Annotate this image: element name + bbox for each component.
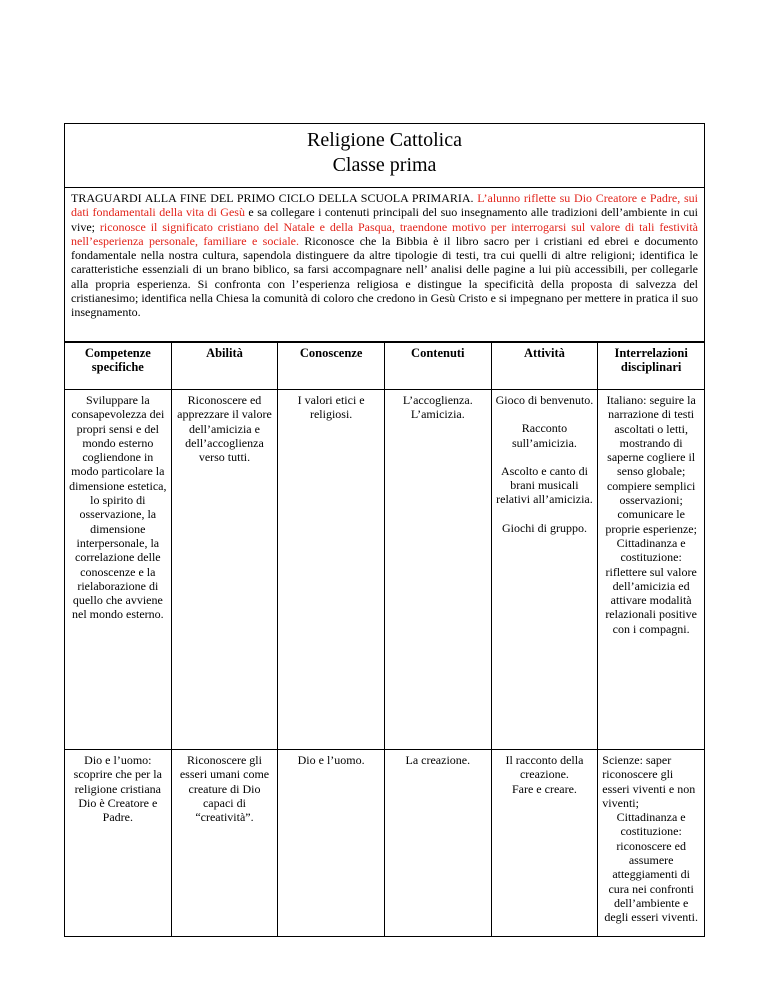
document-page xyxy=(64,123,705,937)
cell-interrelazioni-row1 xyxy=(598,390,705,750)
cell-attivita-row2 xyxy=(491,750,598,937)
table-header-row xyxy=(65,343,705,390)
column-header-conoscenze: Conoscenze xyxy=(278,343,385,390)
cell-paragraph: Riconoscere ed apprezzare il valore dell’amicizia e dell’accoglienza verso tutti. xyxy=(177,393,272,465)
cell-paragraph: L’amicizia. xyxy=(410,407,465,422)
cell-paragraph: Dio e l’uomo: scoprire che per la religione cristiana Dio è Creatore e Padre. xyxy=(73,753,162,825)
cell-paragraph: Il racconto della creazione. xyxy=(505,753,584,782)
cell-paragraph: I valori etici e religiosi. xyxy=(297,393,365,422)
cell-paragraph: Gioco di benvenuto. xyxy=(495,393,594,407)
cell-attivita-row1 xyxy=(491,390,598,750)
cell-abilita-row1 xyxy=(171,390,278,750)
table-row xyxy=(65,750,705,937)
cell-contenuti-row2 xyxy=(384,750,491,937)
cell-contenuti-row1 xyxy=(384,390,491,750)
cell-paragraph: Cittadinanza e costituzione: riconoscere ed assumere atteggiamenti di cura nei confronti dell’ambiente e degli esseri viventi. xyxy=(604,810,698,925)
cell-abilita-row2 xyxy=(171,750,278,937)
cell-paragraph: Dio e l’uomo. xyxy=(297,753,365,767)
intro-segment: e sa collegare i contenuti principali del suo insegnamento alle tradizioni dell’ambiente in cui vive; xyxy=(71,205,698,234)
cell-paragraph: Ascolto e canto di brani musicali relativi all’amicizia. xyxy=(496,463,593,507)
cell-conoscenze-row1 xyxy=(278,390,385,750)
cell-interrelazioni-row2 xyxy=(598,750,705,937)
cell-paragraph: Scienze: saper riconoscere gli esseri viventi e non viventi; xyxy=(602,753,696,810)
cell-conoscenze-row2 xyxy=(278,750,385,937)
curriculum-table xyxy=(64,342,705,937)
intro-segment: TRAGUARDI ALLA FINE DEL PRIMO CICLO DELLA SCUOLA PRIMARIA. xyxy=(71,191,478,205)
document-subtitle: Classe prima xyxy=(332,154,437,176)
cell-paragraph: L’accoglienza. xyxy=(402,393,473,407)
cell-competenze-row2 xyxy=(65,750,172,937)
column-header-competenze-specifiche: Competenze specifiche xyxy=(65,343,172,390)
intro-segment: Riconosce che la Bibbia è il libro sacro per i cristiani ed ebrei e documento fondamentale nella nostra cultura, sapendola distinguere da altre tipologie di testi, tra cui quelli di altre religioni; identifica le caratteristiche essenziali di un brano biblico, sa farsi accompagnare nell’ analisi delle pagine a lui più accessibili, per collegarle alla propria esperienza. Si confronta con l’esperienza religiosa e distingue la specificità della proposta di salvezza del cristianesimo; identifica nella Chiesa la comunità di coloro che credono in Gesù Cristo e si impegnano per mettere in pratica il suo insegnamento. xyxy=(71,233,698,320)
cell-paragraph: Riconoscere gli esseri umani come creature di Dio capaci di “creatività”. xyxy=(179,753,270,825)
table-row xyxy=(65,390,705,750)
cell-paragraph: Sviluppare la consapevolezza dei propri sensi e del mondo esterno cogliendone in modo particolare la dimensione estetica, lo spirito di osservazione, la dimensione interpersonale, la correlazione delle conoscenze e la rielaborazione di quello che avviene nel mondo esterno. xyxy=(69,393,167,622)
intro-segment: riconosce il significato cristiano del Natale e della Pasqua, traendone motivo per interrogarsi sul valore di tali festività nell’esperienza personale, familiare e sociale. xyxy=(71,219,698,248)
traguardi-paragraph xyxy=(65,188,704,341)
column-header-abilita: Abilità xyxy=(171,343,278,390)
cell-paragraph: Racconto sull’amicizia. xyxy=(511,421,577,450)
cell-paragraph: Italiano: seguire la narrazione di testi ascoltati o letti, mostrando di saperne cogliere il senso globale; compiere semplici osservazioni; comunicare le proprie esperienze; Cittadinanza e costituzione: riflettere sul valore dell’amicizia ed attivare modalità relazionali positive con i compagni. xyxy=(605,393,697,636)
document-title: Religione Cattolica xyxy=(307,129,462,151)
cell-paragraph: Giochi di gruppo. xyxy=(501,520,587,535)
column-header-attivita: Attività xyxy=(491,343,598,390)
cell-competenze-row1 xyxy=(65,390,172,750)
cell-paragraph: La creazione. xyxy=(405,753,471,767)
cell-paragraph: Fare e creare. xyxy=(511,781,577,796)
document-header-box xyxy=(64,123,705,342)
column-header-interrelazioni-disciplinari: Interrelazioni disciplinari xyxy=(598,343,705,390)
column-header-contenuti: Contenuti xyxy=(384,343,491,390)
intro-segment: L’alunno riflette su Dio Creatore e Padre, sui dati fondamentali della vita di Gesù xyxy=(71,191,698,220)
title-block xyxy=(65,124,704,188)
